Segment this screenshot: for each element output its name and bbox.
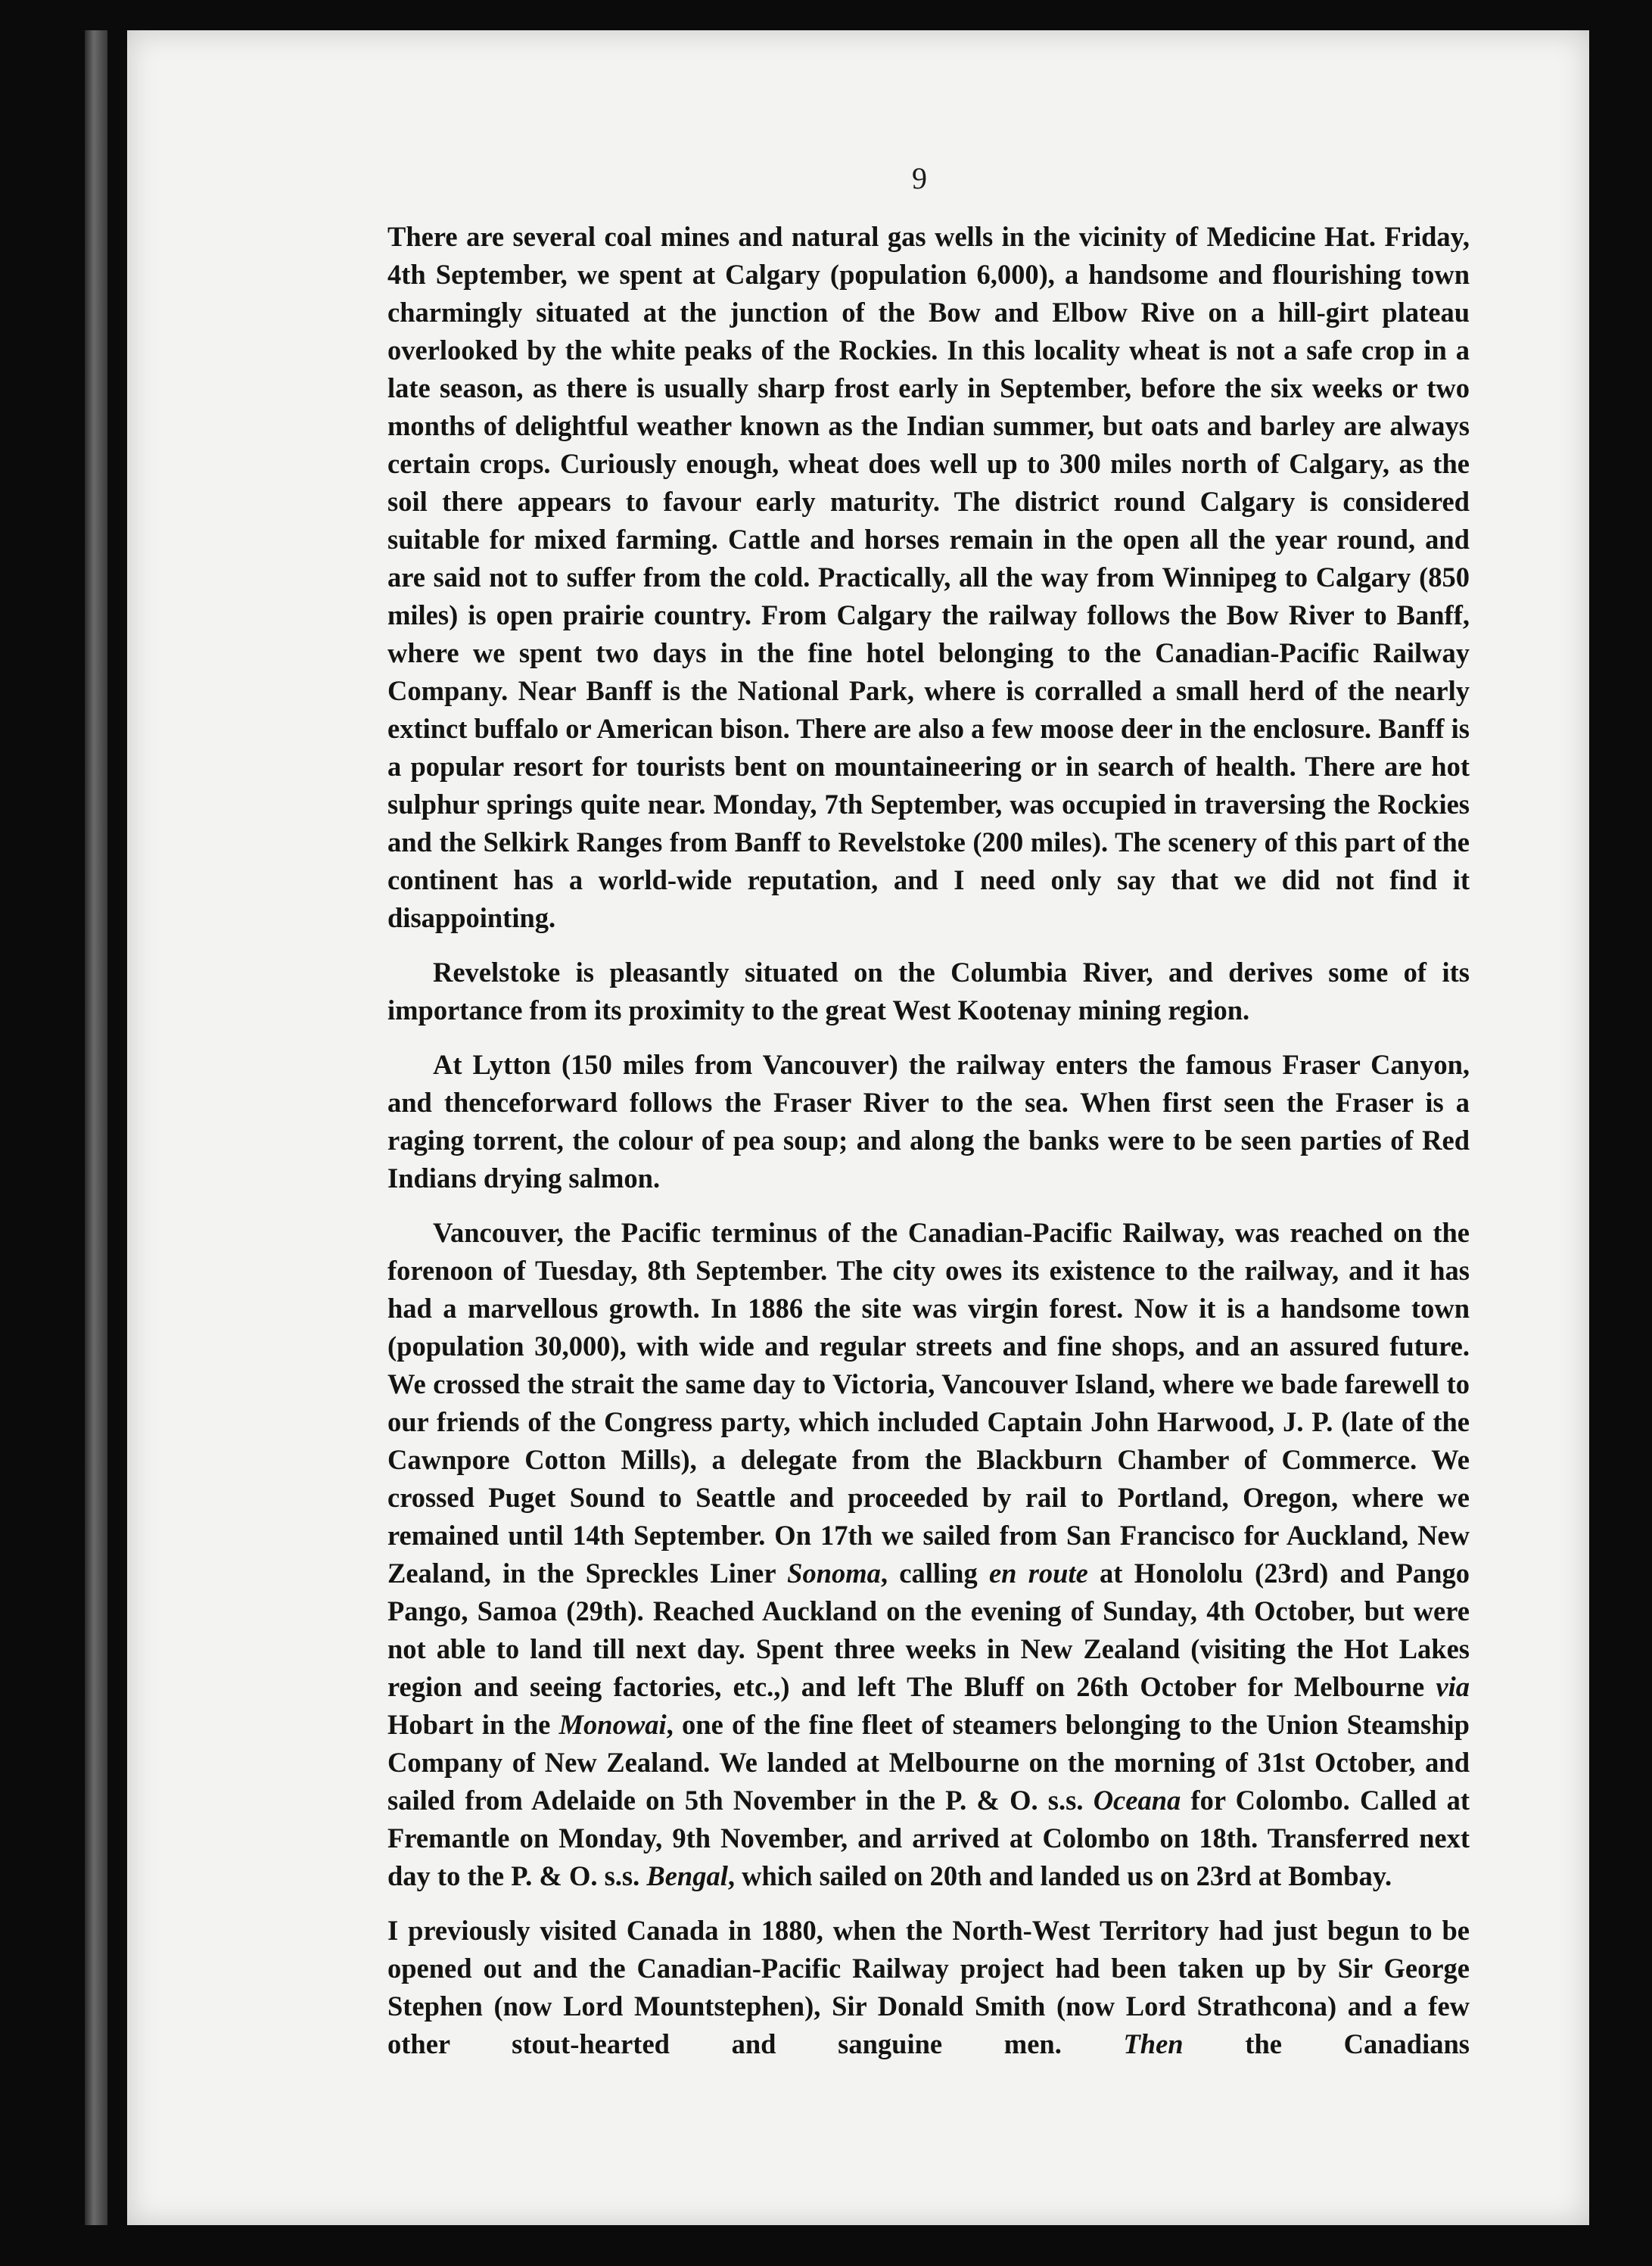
paragraph-lytton-fraser: At Lytton (150 miles from Vancouver) the railway enters the famous Fraser Canyon, and thenceforward follows the Fraser River to the sea. When first seen the Fraser is a raging torrent, the colour of pea soup; and along the banks were to be seen parties of Red Indians drying salmon. bbox=[387, 1049, 1470, 1194]
body-text bbox=[387, 218, 1470, 2063]
phrase-en-route: en route bbox=[988, 1558, 1088, 1589]
text-run: Hobart in the bbox=[387, 1709, 559, 1740]
text-run: for Colombo. Called at Fremantle on Monday, 9th November, and arrived at Colombo on 18th. Transferred next day to the P. & O. s.s. bbox=[387, 1785, 1470, 1891]
text-run: at Honololu (23rd) and Pango Pango, Samoa (29th). Reached Auckland on the evening of Sunday, 4th October, but were not able to land till next day. Spent three weeks in New Zealand (visiting the Hot Lakes region and seeing factories, etc.,) and left The Bluff on 26th October for Melbourne bbox=[387, 1558, 1470, 1702]
paragraph-vancouver-voyage bbox=[387, 1214, 1470, 1895]
binding-edge bbox=[85, 30, 107, 2225]
text-run: the Canadians bbox=[1183, 2028, 1470, 2059]
paragraph-canada-1880 bbox=[387, 1912, 1470, 2063]
text-run: , which sailed on 20th and landed us on 23rd at Bombay. bbox=[727, 1860, 1392, 1891]
ship-name-sonoma: Sonoma bbox=[787, 1558, 881, 1589]
text-run: , calling bbox=[880, 1558, 989, 1589]
paragraph-calgary-banff: There are several coal mines and natural gas wells in the vicinity of Medicine Hat. Friday, 4th September, we spent at Calgary (population 6,000), a handsome and flourishing town charmingly situated at the junction of the Bow and Elbow Rive on a hill-girt plateau overlooked by the white peaks of the Rockies. In this locality wheat is not a safe crop in a late season, as there is usually sharp frost early in September, before the six weeks or two months of delightful weather known as the Indian summer, but oats and barley are always certain crops. Curiously enough, wheat does well up to 300 miles north of Calgary, as the soil there appears to favour early maturity. The district round Calgary is considered suitable for mixed farming. Cattle and horses remain in the open all the year round, and are said not to suffer from the cold. Practically, all the way from Winnipeg to Calgary (850 miles) is open prairie country. From Calgary the railway follows the Bow River to Banff, where we spent two days in the fine hotel belonging to the Canadian-Pacific Railway Company. Near Banff is the National Park, where is corralled a small herd of the nearly extinct buffalo or American bison. There are also a few moose deer in the enclosure. Banff is a popular resort for tourists bent on mountaineering or in search of health. There are hot sulphur springs quite near. Monday, 7th September, was occupied in traversing the Rockies and the Selkirk Ranges from Banff to Revelstoke (200 miles). The scenery of this part of the continent has a world-wide reputation, and I need only say that we did not find it disappointing. bbox=[387, 221, 1470, 933]
page-number: 9 bbox=[912, 161, 927, 195]
text-run: I previously visited Canada in 1880, when the North-West Territory had just begun to be opened out and the Canadian-Pacific Railway project had been taken up by Sir George Stephen (now Lord Mountstephen), Sir Donald Smith (now Lord Strathcona) and a few other stout-hearted and sanguine men. bbox=[387, 1915, 1470, 2059]
ship-name-oceana: Oceana bbox=[1093, 1785, 1181, 1816]
word-via: via bbox=[1436, 1671, 1470, 1702]
text-run: , one of the fine fleet of steamers belonging to the Union Steamship Company of New Zealand. We landed at Melbourne on the morning of 31st October, and sailed from Adelaide on 5th November in the P. & O. s.s. bbox=[387, 1709, 1470, 1816]
ship-name-monowai: Monowai bbox=[558, 1709, 667, 1740]
text-run: Vancouver, the Pacific terminus of the Canadian-Pacific Railway, was reached on the forenoon of Tuesday, 8th September. The city owes its existence to the railway, and it has had a marvellous growth. In 1886 the site was virgin forest. Now it is a handsome town (population 30,000), with wide and regular streets and fine shops, and an assured future. We crossed the strait the same day to Victoria, Vancouver Island, where we bade farewell to our friends of the Congress party, which included Captain John Harwood, J. P. (late of the Cawnpore Cotton Mills), a delegate from the Blackburn Chamber of Commerce. We crossed Puget Sound to Seattle and proceeded by rail to Portland, Oregon, where we remained until 14th September. On 17th we sailed from San Francisco for Auckland, New Zealand, in the Spreckles Liner bbox=[387, 1217, 1470, 1589]
ship-name-bengal: Bengal bbox=[646, 1860, 728, 1891]
paragraph-revelstoke: Revelstoke is pleasantly situated on the Columbia River, and derives some of its importance from its proximity to the great West Kootenay mining region. bbox=[387, 957, 1470, 1026]
word-then: Then bbox=[1123, 2028, 1184, 2059]
